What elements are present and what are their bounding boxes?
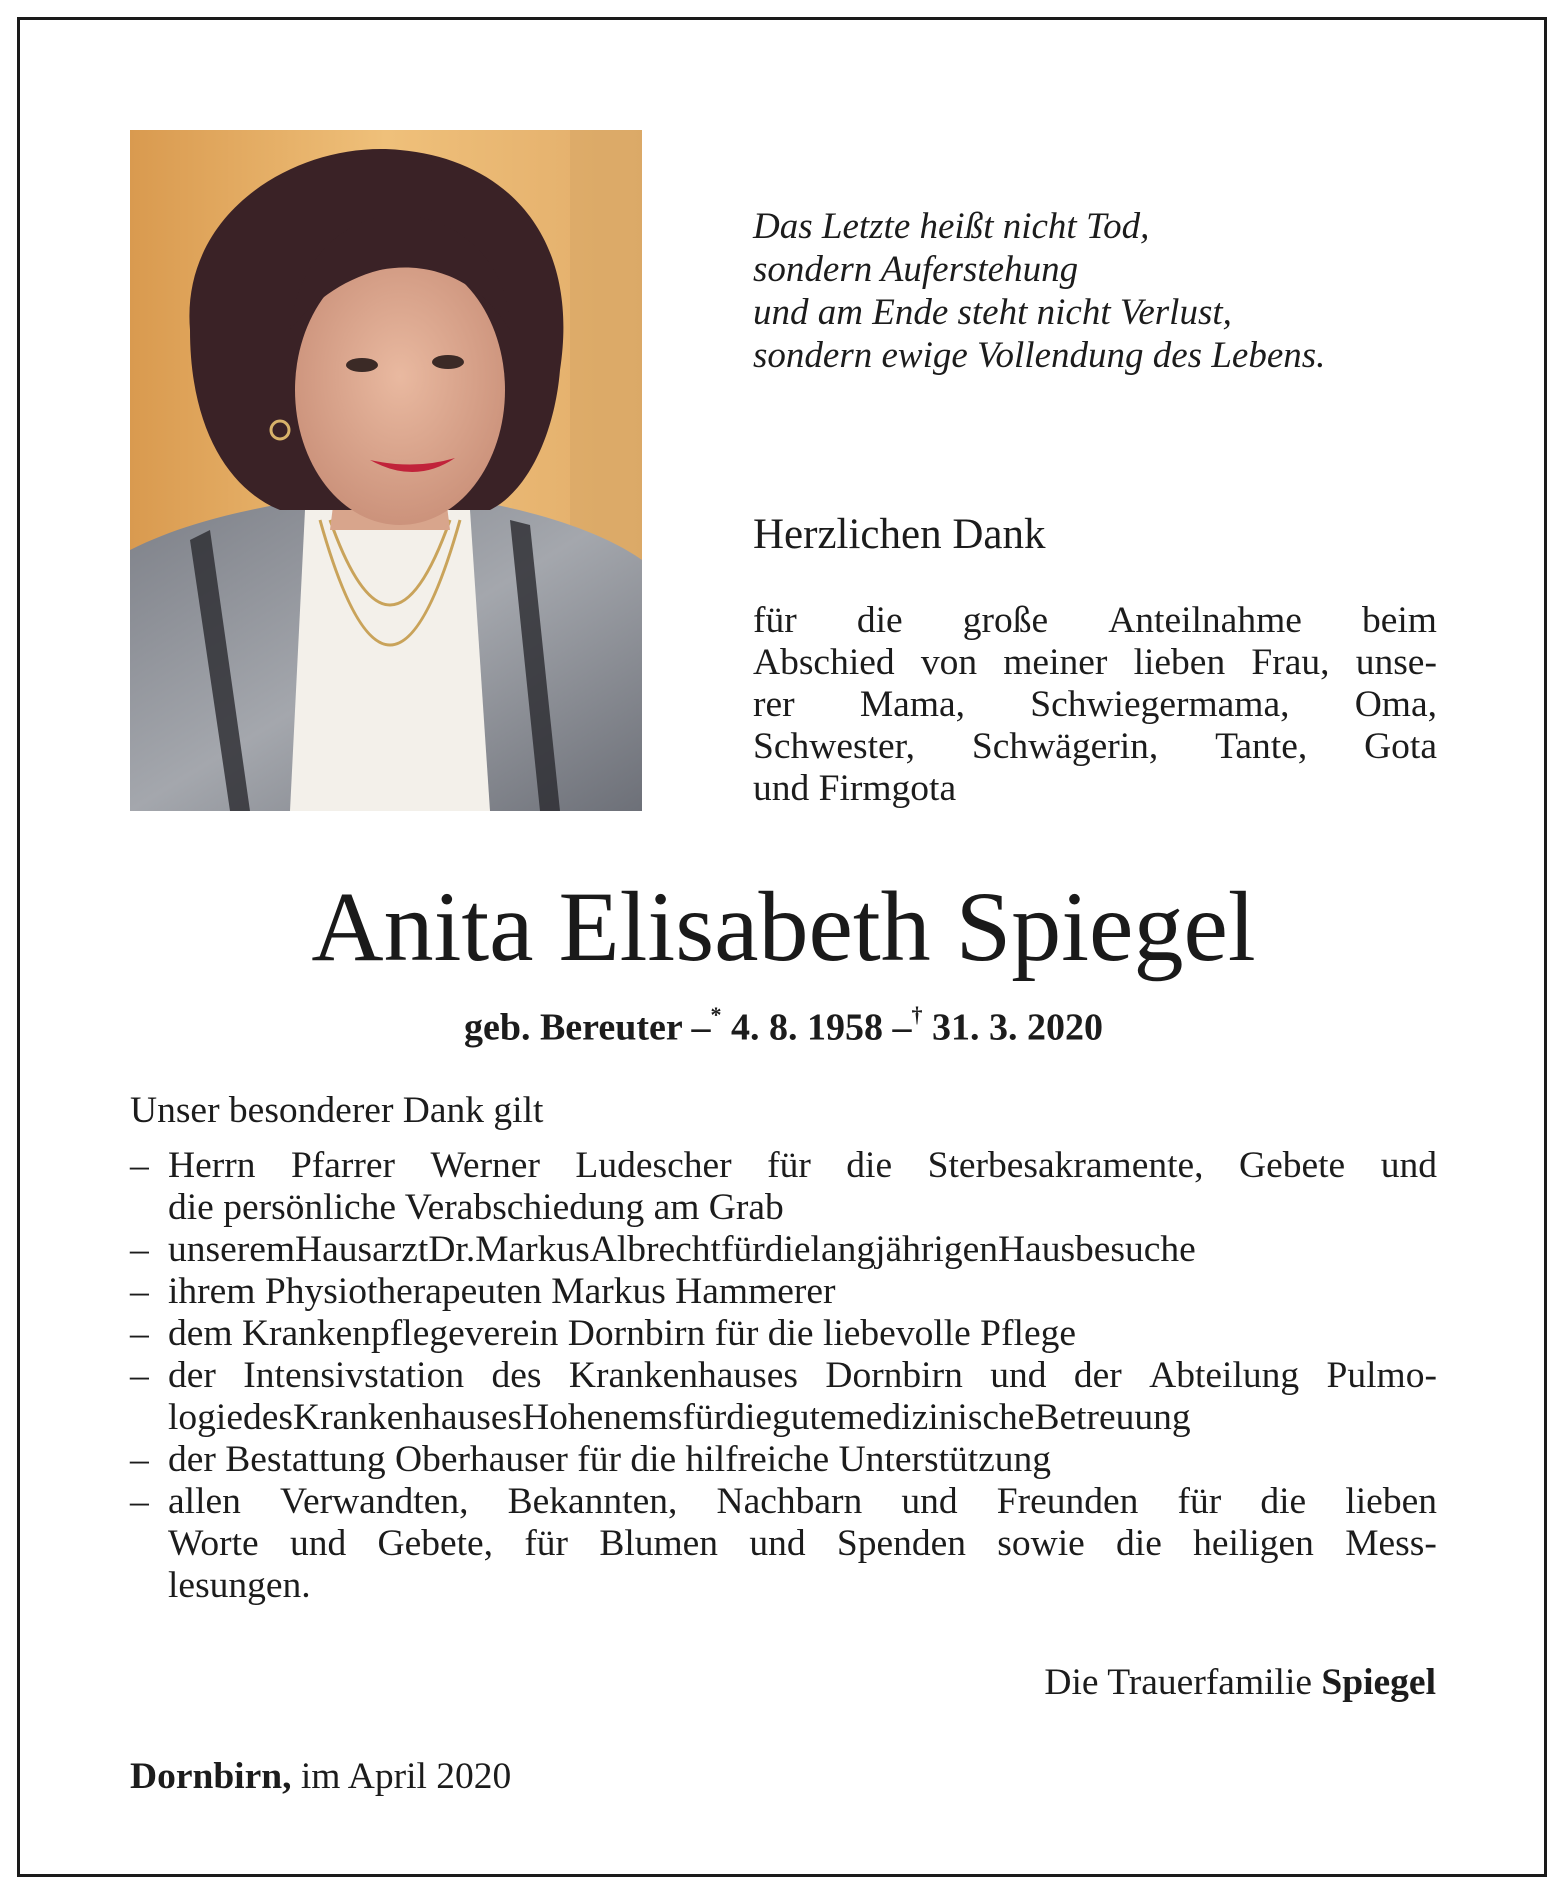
text-line (168, 1187, 1437, 1229)
word: Schwiegermama, (1030, 684, 1290, 725)
word: und (901, 1481, 958, 1522)
word: Tante, (1215, 726, 1308, 767)
list-bullet: – (130, 1271, 149, 1312)
word: Schwägerin, (971, 726, 1159, 767)
word: Frau, (1251, 642, 1330, 683)
word: allen (168, 1481, 241, 1522)
death-date: 31. 3. 2020 (932, 1006, 1104, 1049)
word: Betreuung (1034, 1397, 1191, 1438)
word: von (920, 642, 978, 683)
word: für (1177, 1481, 1222, 1522)
word: Krankenhauses (568, 1355, 798, 1396)
word: für (524, 1523, 569, 1564)
word: unse- (1355, 642, 1437, 683)
death-symbol: † (911, 1002, 923, 1027)
thanks-list-item (130, 1145, 1437, 1229)
list-bullet: – (130, 1355, 149, 1396)
word: die (1260, 1481, 1307, 1522)
word: die (846, 1145, 893, 1186)
list-bullet: – (130, 1229, 149, 1270)
text-line (168, 1565, 1437, 1607)
word: Verwandten, (280, 1481, 469, 1522)
text-line (753, 768, 1437, 810)
thanks-list-item (130, 1439, 1437, 1481)
word: medizinische (836, 1397, 1035, 1438)
word: Werner (430, 1145, 540, 1186)
word: und Firmgota (753, 768, 957, 809)
text-line (168, 1229, 1437, 1271)
word: Freunden (996, 1481, 1139, 1522)
word: langjährigen (810, 1229, 998, 1270)
place-date (130, 1756, 511, 1798)
word: Abteilung (1149, 1355, 1300, 1396)
word: gute (772, 1397, 837, 1438)
word: Pfarrer (290, 1145, 396, 1186)
word: für (753, 600, 797, 641)
thanks-heading: Herzlichen Dank (753, 511, 1046, 558)
word: Dr. (428, 1229, 476, 1270)
word: Hausbesuche (997, 1229, 1196, 1270)
word: die (726, 1397, 773, 1438)
word: lesungen. (168, 1565, 311, 1606)
birth-symbol: * (710, 1002, 722, 1027)
word: die (856, 600, 903, 641)
word: dem Krankenpflegeverein Dornbirn für die liebevolle Pflege (168, 1313, 1076, 1354)
thanks-text (753, 600, 1437, 810)
date: im April 2020 (300, 1756, 512, 1797)
word: Albrecht (589, 1229, 721, 1270)
text-line (753, 642, 1437, 684)
poem-line: und am Ende steht nicht Verlust, (753, 292, 1232, 333)
word: und (289, 1523, 347, 1564)
word: die (1116, 1523, 1162, 1564)
word: Abschied (753, 642, 895, 683)
text-line (168, 1439, 1437, 1481)
portrait-illustration (130, 130, 642, 811)
word: und (990, 1355, 1047, 1396)
word: heiligen (1193, 1523, 1314, 1564)
poem (753, 205, 1453, 377)
word: der Bestattung Oberhauser für die hilfreiche Unterstützung (168, 1439, 1052, 1480)
word: und (749, 1523, 806, 1564)
word: Dornbirn (825, 1355, 963, 1396)
word: Pulmo- (1326, 1355, 1437, 1396)
word: sowie (997, 1523, 1085, 1564)
date-separator: – (892, 1006, 912, 1049)
word: für (682, 1397, 727, 1438)
birth-date: 4. 8. 1958 (731, 1006, 884, 1049)
word: Spenden (836, 1523, 966, 1564)
word: der (1073, 1355, 1122, 1396)
word: unserem (168, 1229, 296, 1270)
signature-prefix: Die Trauerfamilie (1044, 1662, 1313, 1703)
word: für (767, 1145, 811, 1186)
poem-line: sondern ewige Vollendung des Lebens. (753, 335, 1326, 376)
word: beim (1361, 600, 1437, 641)
word: die persönliche Verabschiedung am Grab (168, 1187, 784, 1228)
text-line (168, 1481, 1437, 1523)
word: Hohenems (522, 1397, 683, 1438)
special-thanks-list (130, 1145, 1437, 1607)
word: für (720, 1229, 765, 1270)
word: Herrn (168, 1145, 256, 1186)
thanks-list-item (130, 1481, 1437, 1607)
thanks-list-item (130, 1313, 1437, 1355)
text-line (168, 1355, 1437, 1397)
word: und (1380, 1145, 1437, 1186)
word: die (764, 1229, 811, 1270)
signature (1044, 1662, 1436, 1704)
word: Oma, (1354, 684, 1437, 725)
list-bullet: – (130, 1145, 149, 1186)
list-bullet: – (130, 1439, 149, 1480)
word: Blumen (599, 1523, 719, 1564)
word: meiner (1003, 642, 1108, 683)
word: ihrem Physiotherapeuten Markus Hammerer (168, 1271, 836, 1312)
text-line (168, 1313, 1437, 1355)
poem-line: Das Letzte heißt nicht Tod, (753, 206, 1150, 247)
thanks-list-item (130, 1229, 1437, 1271)
word: des (491, 1355, 542, 1396)
place: Dornbirn, (130, 1756, 292, 1797)
word: Bekannten, (507, 1481, 678, 1522)
word: große (962, 600, 1049, 641)
list-bullet: – (130, 1313, 149, 1354)
text-line (168, 1397, 1437, 1439)
word: Krankenhauses (292, 1397, 523, 1438)
word: der (168, 1355, 216, 1396)
word: Ludescher (575, 1145, 732, 1186)
word: Gota (1364, 726, 1437, 767)
special-thanks-intro: Unser besonderer Dank gilt (130, 1090, 544, 1131)
text-line (753, 726, 1437, 768)
thanks-list-item (130, 1271, 1437, 1313)
text-line (753, 600, 1437, 642)
word: rer (753, 684, 795, 725)
word: Gebete, (377, 1523, 494, 1564)
word: Gebete (1239, 1145, 1346, 1186)
text-line (168, 1271, 1437, 1313)
word: des (242, 1397, 293, 1438)
word: Nachbarn (716, 1481, 863, 1522)
word: Worte (168, 1523, 259, 1564)
word: lieben (1133, 642, 1226, 683)
word: Sterbesakramente, (927, 1145, 1204, 1186)
word: Mama, (859, 684, 966, 725)
word: Mess- (1345, 1523, 1437, 1564)
date-separator: – (691, 1006, 711, 1049)
word: Anteilnahme (1108, 600, 1302, 641)
word: lieben (1345, 1481, 1437, 1522)
text-line (168, 1523, 1437, 1565)
portrait-photo (130, 130, 642, 811)
word: Hausarzt (295, 1229, 429, 1270)
deceased-name: Anita Elisabeth Spiegel (311, 871, 1256, 982)
word: logie (168, 1397, 243, 1438)
birth-name: geb. Bereuter (463, 1006, 683, 1049)
text-line (168, 1145, 1437, 1187)
poem-line: sondern Auferstehung (753, 249, 1079, 290)
list-bullet: – (130, 1481, 149, 1522)
text-line (753, 684, 1437, 726)
thanks-list-item (130, 1355, 1437, 1439)
word: Markus (475, 1229, 590, 1270)
word: Intensivstation (243, 1355, 465, 1396)
life-dates (0, 996, 1567, 1051)
word: Schwester, (753, 726, 915, 767)
family-name: Spiegel (1321, 1662, 1436, 1703)
